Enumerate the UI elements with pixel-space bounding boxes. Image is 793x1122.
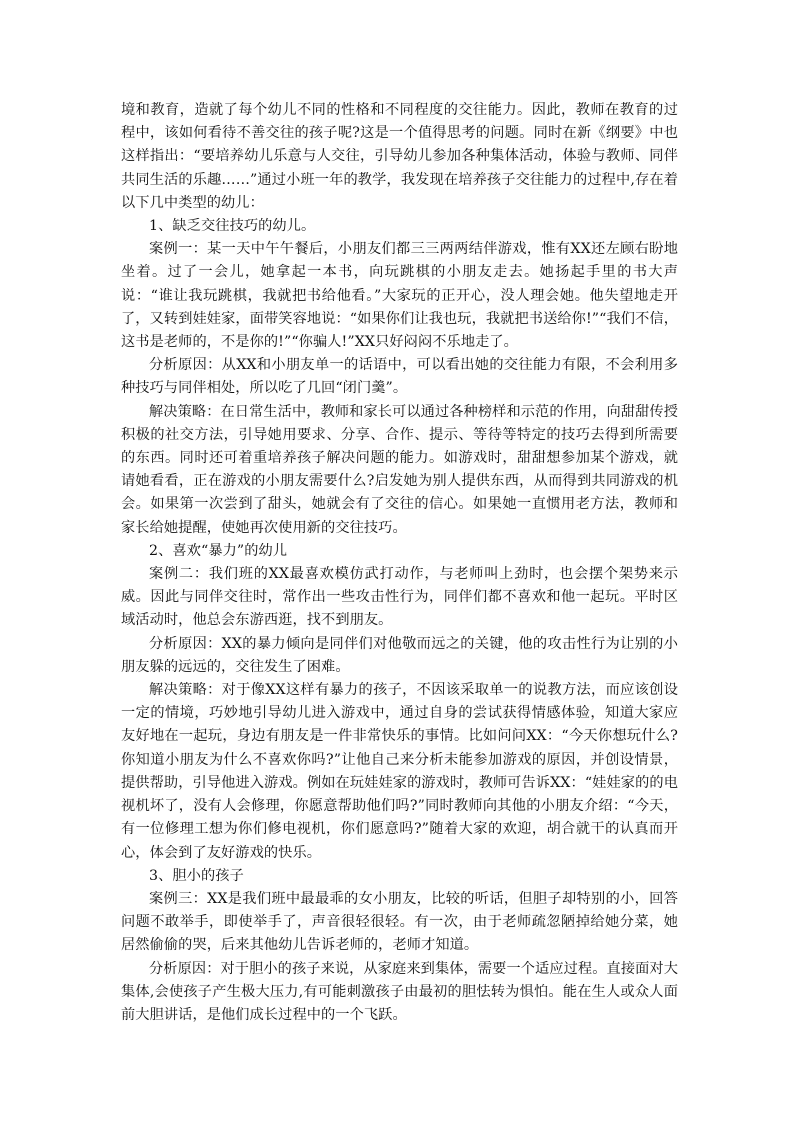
analysis-two-paragraph: 分析原因：XX的暴力倾向是同伴们对他敬而远之的关键，他的攻击性行为让别的小朋友躲的远远的，交往发生了困难。 [121,635,678,675]
heading-timid-child: 3、胆小的孩子 [149,867,244,884]
case-one-paragraph: 案例一：某一天中午午餐后，小朋友们都三三两两结伴游戏，惟有XX还左顾右盼地坐着。过了一会儿，她拿起一本书，向玩跳棋的小朋友走去。她扬起手里的书大声说：“谁让我玩跳棋，我就把书给他看。”大家玩的正开心，没人理会她。他失望地走开了，又转到娃娃家，面带笑容地说：“如果你们让我也玩，我就把书送给你!”“我们不信，这书是老师的，不是你的!”“你骗人!”XX只好闷闷不乐地走了。 [121,241,678,351]
case-three-paragraph: 案例三：XX是我们班中最最乖的女小朋友，比较的听话，但胆子却特别的小，回答问题不敢举手，即使举手了，声音很轻很轻。有一次，由于老师疏忽陋掉给她分菜，她居然偷偷的哭，后来其他幼儿告诉老师的，老师才知道。 [121,890,678,954]
analysis-three-paragraph: 分析原因：对于胆小的孩子来说，从家庭来到集体，需要一个适应过程。直接面对大集体,会使孩子产生极大压力,有可能刺激孩子由最初的胆怯转为惧怕。能在生人或众人面前大胆讲话，是他们成长过程中的一个飞跃。 [121,960,678,1023]
case-two-paragraph: 案例二：我们班的XX最喜欢模仿武打动作，与老师叫上劲时，也会摆个架势来示威。因此与同伴交往时，常作出一些攻击性行为，同伴们都不喜欢和他一起玩。平时区域活动时，他总会东游西逛，找不到朋友。 [121,566,678,629]
strategy-one-paragraph: 解决策略：在日常生活中，教师和家长可以通过各种榜样和示范的作用，向甜甜传授积极的社交方法，引导她用要求、分享、合作、提示、等待等特定的技巧去得到所需要的东西。同时还可着重培养孩子解决问题的能力。如游戏时，甜甜想参加某个游戏，就请她看看，正在游戏的小朋友需要什么?启发她为别人提供东西，从而得到共同游戏的机会。如果第一次尝到了甜头，她就会有了交往的信心。如果她一直惯用老方法，教师和家长给她提醒，使她再次使用新的交往技巧。 [121,403,678,536]
document-page [121,99,678,1027]
heading-lack-of-skills: 1、缺乏交往技巧的幼儿。 [149,218,316,235]
strategy-two-paragraph: 解决策略：对于像XX这样有暴力的孩子，不因该采取单一的说教方法，而应该创设一定的情境，巧妙地引导幼儿进入游戏中，通过自身的尝试获得情感体验，知道大家应友好地在一起玩，身边有朋友是一件非常快乐的事情。比如问问XX：“今天你想玩什么?你知道小朋友为什么不喜欢你吗?”让他自己来分析未能参加游戏的原因，并创设情景，提供帮助，引导他进入游戏。例如在玩娃娃家的游戏时，教师可告诉XX：“娃娃家的的电视机坏了，没有人会修理，你愿意帮助他们吗?”同时教师向其他的小朋友介绍：“今天，有一位修理工想为你们修电视机，你们愿意吗?”随着大家的欢迎，胡合就干的认真而开心，体会到了友好游戏的快乐。 [121,682,678,861]
analysis-one-paragraph: 分析原因：从XX和小朋友单一的话语中，可以看出她的交往能力有限，不会利用多种技巧与同伴相处，所以吃了几回“闭门羹”。 [121,357,678,397]
intro-paragraph: 境和教育，造就了每个幼儿不同的性格和不同程度的交往能力。因此，教师在教育的过程中，该如何看待不善交往的孩子呢?这是一个值得思考的问题。同时在新《纲要》中也这样指出：“要培养幼儿乐意与人交往，引导幼儿参加各种集体活动，体验与教师、同伴共同生活的乐趣……”通过小班一年的教学，我发现在培养孩子交往能力的过程中,存在着以下几中类型的幼儿： [121,102,678,211]
heading-violence: 2、喜欢“暴力”的幼儿 [149,542,288,559]
